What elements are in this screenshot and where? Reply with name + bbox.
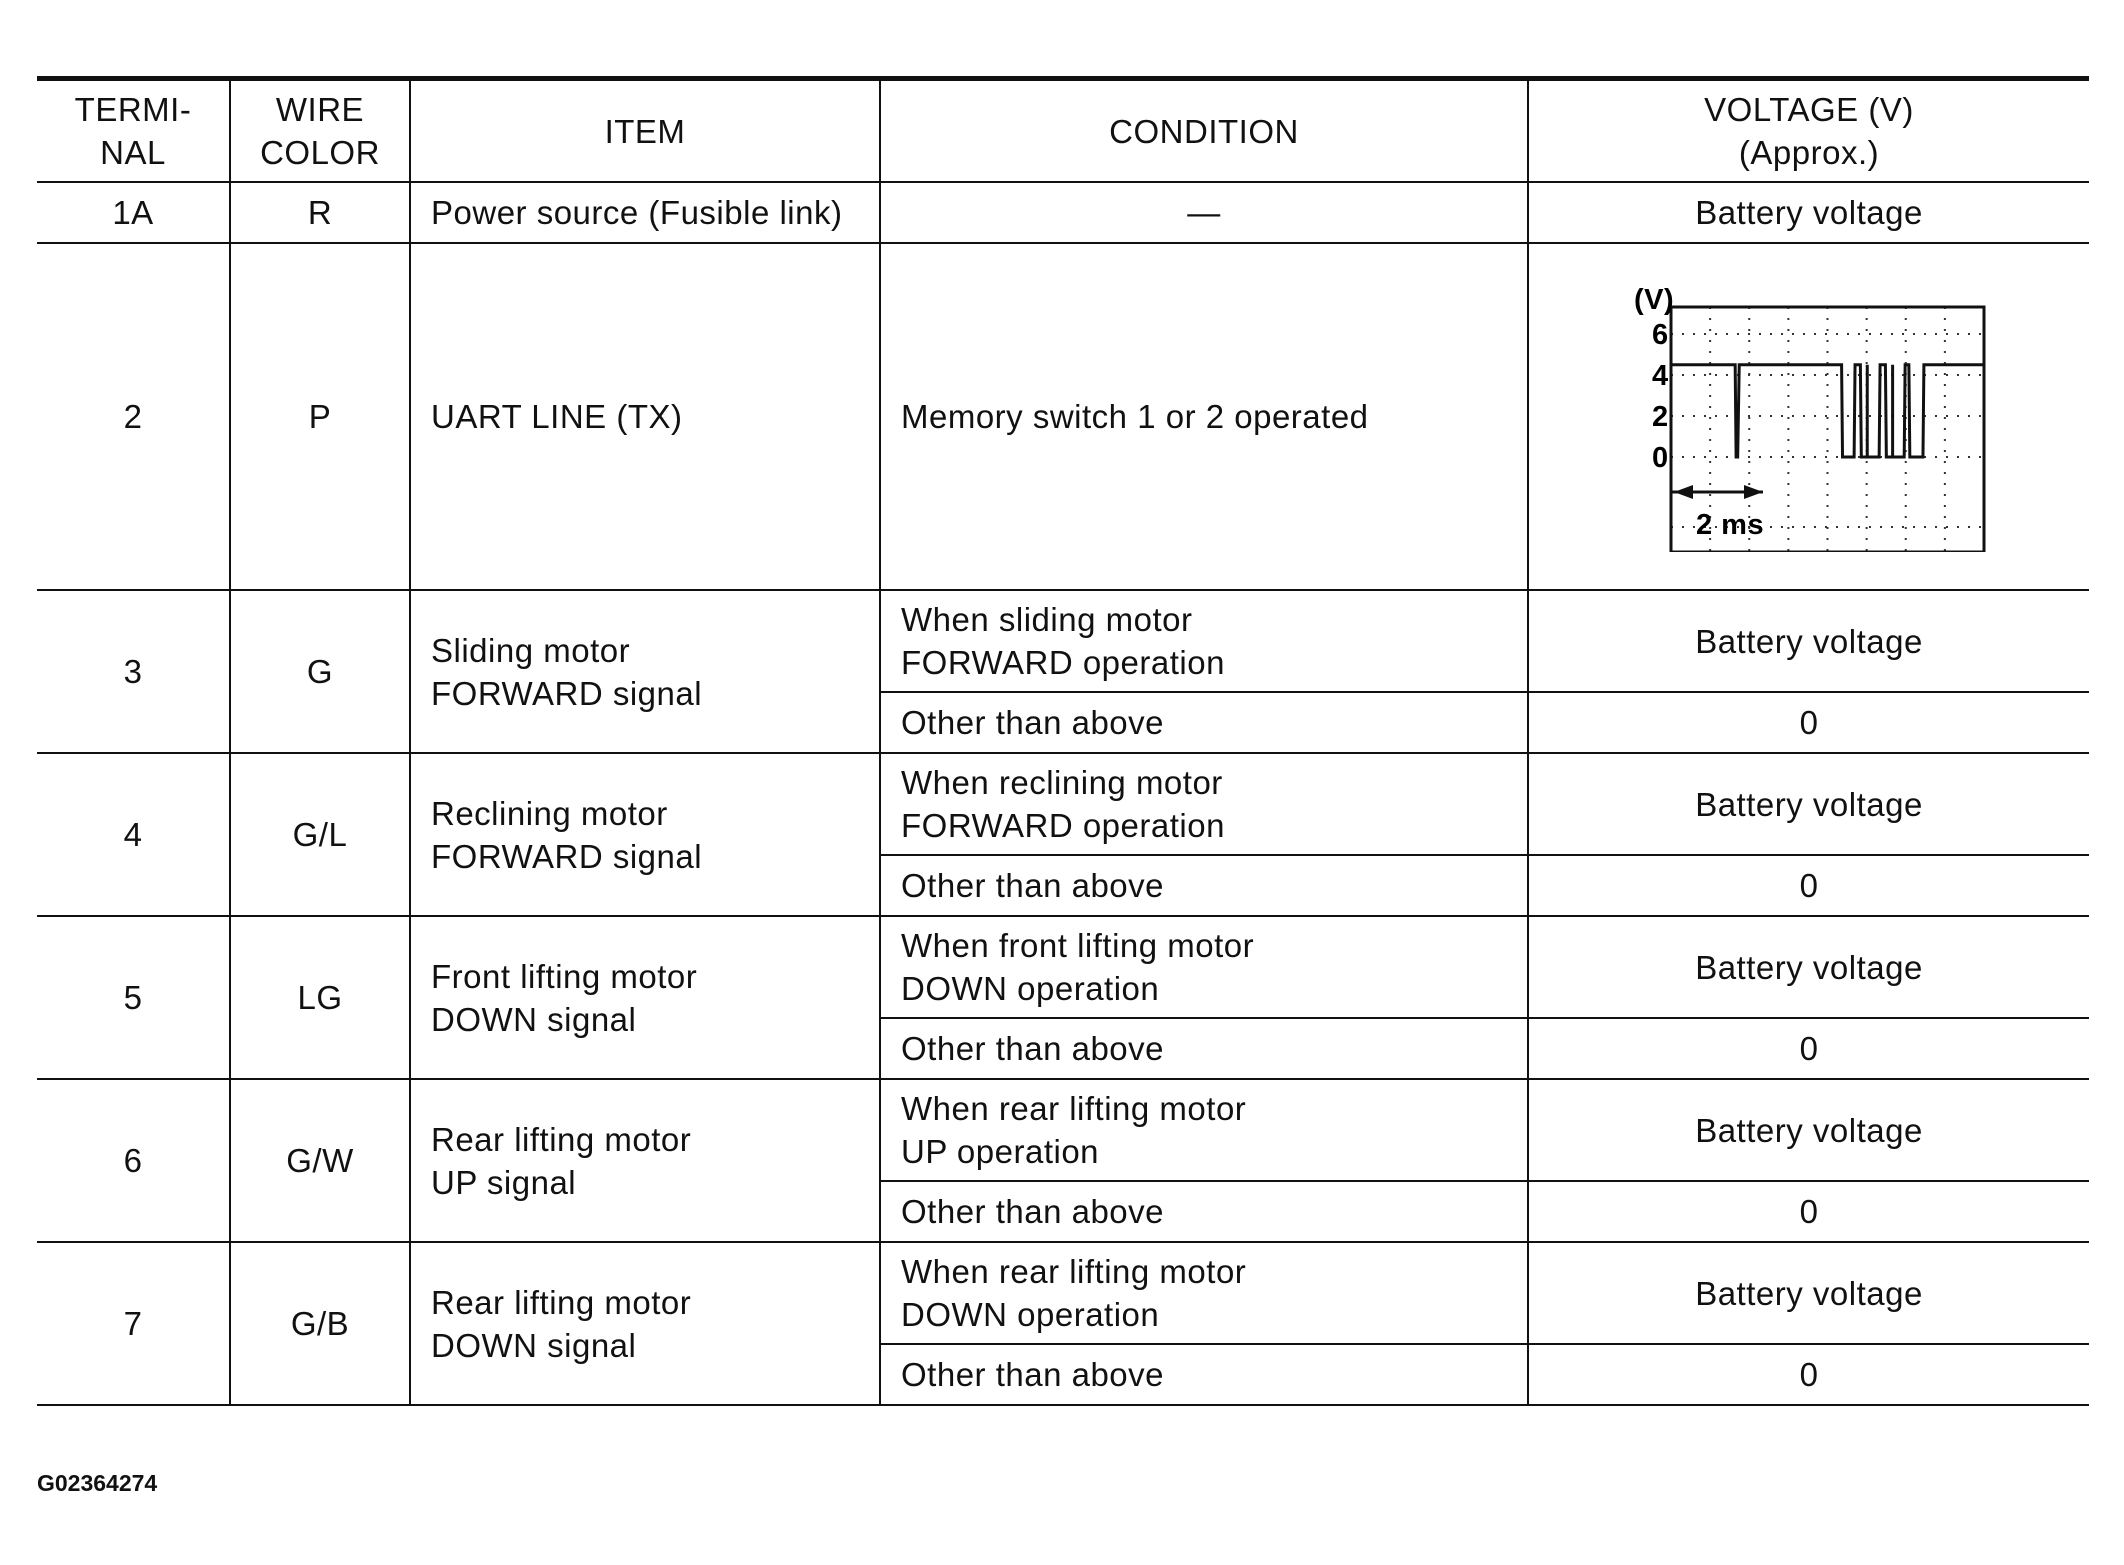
text-line: FORWARD operation bbox=[901, 644, 1225, 681]
voltage-value: 0 bbox=[1799, 1030, 1819, 1067]
header-terminal: TERMI- NAL bbox=[37, 79, 230, 183]
header-wire-color: WIRE COLOR bbox=[230, 79, 410, 183]
voltage-value: 0 bbox=[1799, 704, 1819, 741]
condition-cell bbox=[880, 916, 1528, 1018]
y-tick-label: 4 bbox=[1652, 359, 1669, 392]
voltage-cell bbox=[1528, 1242, 2089, 1344]
item-cell bbox=[410, 182, 880, 243]
terminal-cell: 6 bbox=[37, 1079, 230, 1242]
condition-cell bbox=[880, 182, 1528, 243]
voltage-cell bbox=[1528, 590, 2089, 692]
condition-cell bbox=[880, 855, 1528, 916]
voltage-value: 0 bbox=[1799, 867, 1819, 904]
text-line: DOWN operation bbox=[901, 1296, 1160, 1333]
text-line: Power source (Fusible link) bbox=[431, 194, 843, 231]
header-row bbox=[37, 79, 2089, 183]
table-row bbox=[37, 753, 2089, 855]
text-line: UP operation bbox=[901, 1133, 1100, 1170]
y-tick-label: 6 bbox=[1652, 318, 1669, 351]
terminal-cell: 3 bbox=[37, 590, 230, 753]
uart-waveform-chart bbox=[1604, 282, 2014, 552]
text-line: — bbox=[1187, 194, 1221, 231]
condition-cell bbox=[880, 1079, 1528, 1181]
voltage-cell bbox=[1528, 916, 2089, 1018]
table-row bbox=[37, 1242, 2089, 1344]
item-cell bbox=[410, 1079, 880, 1242]
arrow-left-icon bbox=[1674, 485, 1693, 499]
voltage-cell bbox=[1528, 1181, 2089, 1242]
wire-color-cell: LG bbox=[230, 916, 410, 1079]
voltage-value: 0 bbox=[1799, 1356, 1819, 1393]
text-line: UART LINE (TX) bbox=[431, 398, 683, 435]
terminal-cell: 1A bbox=[37, 182, 230, 243]
voltage-value: Battery voltage bbox=[1695, 948, 1923, 986]
item-cell bbox=[410, 753, 880, 916]
item-cell bbox=[410, 916, 880, 1079]
item-cell bbox=[410, 243, 880, 590]
voltage-cell bbox=[1528, 753, 2089, 855]
wire-color-cell: P bbox=[230, 243, 410, 590]
text-line: DOWN signal bbox=[431, 1326, 637, 1364]
table-row bbox=[37, 243, 2089, 590]
time-scale-label: 2 ms bbox=[1696, 508, 1765, 541]
text-line: Rear lifting motor bbox=[431, 1120, 692, 1158]
voltage-cell bbox=[1528, 182, 2089, 243]
text-line: DOWN operation bbox=[901, 970, 1160, 1007]
y-tick-label: 2 bbox=[1652, 400, 1669, 433]
arrow-right-icon bbox=[1744, 485, 1763, 499]
text-line: When rear lifting motor bbox=[901, 1090, 1247, 1127]
voltage-value: Battery voltage bbox=[1695, 622, 1923, 660]
text-line: FORWARD signal bbox=[431, 837, 703, 875]
terminal-cell: 5 bbox=[37, 916, 230, 1079]
voltage-value: Battery voltage bbox=[1695, 194, 1923, 231]
voltage-value: 0 bbox=[1799, 1193, 1819, 1230]
text-line: Memory switch 1 or 2 operated bbox=[901, 398, 1369, 435]
condition-cell bbox=[880, 1181, 1528, 1242]
voltage-cell bbox=[1528, 855, 2089, 916]
wire-color-cell: G bbox=[230, 590, 410, 753]
y-unit-label: (V) bbox=[1634, 283, 1675, 316]
table-row bbox=[37, 1079, 2089, 1181]
text-line: Other than above bbox=[901, 1193, 1165, 1230]
y-tick-label: 0 bbox=[1652, 441, 1669, 474]
condition-cell bbox=[880, 243, 1528, 590]
voltage-cell bbox=[1528, 243, 2089, 590]
header-item: ITEM bbox=[410, 79, 880, 183]
terminal-cell: 7 bbox=[37, 1242, 230, 1405]
header-condition: CONDITION bbox=[880, 79, 1528, 183]
wire-color-cell: G/B bbox=[230, 1242, 410, 1405]
text-line: When front lifting motor bbox=[901, 927, 1255, 964]
header-voltage: VOLTAGE (V) (Approx.) bbox=[1528, 79, 2089, 183]
text-line: Other than above bbox=[901, 704, 1165, 741]
text-line: FORWARD signal bbox=[431, 674, 703, 712]
wire-color-cell: G/L bbox=[230, 753, 410, 916]
voltage-cell bbox=[1528, 1018, 2089, 1079]
text-line: FORWARD operation bbox=[901, 807, 1225, 844]
condition-cell bbox=[880, 590, 1528, 692]
item-cell bbox=[410, 1242, 880, 1405]
text-line: UP signal bbox=[431, 1163, 577, 1201]
text-line: Other than above bbox=[901, 867, 1165, 904]
item-cell bbox=[410, 590, 880, 753]
voltage-cell bbox=[1528, 1079, 2089, 1181]
signal-trace bbox=[1671, 364, 1984, 456]
voltage-value: Battery voltage bbox=[1695, 1274, 1923, 1312]
figure-code: G02364274 bbox=[37, 1470, 158, 1496]
table-row bbox=[37, 590, 2089, 692]
text-line: DOWN signal bbox=[431, 1000, 637, 1038]
table-row bbox=[37, 916, 2089, 1018]
condition-cell bbox=[880, 753, 1528, 855]
wire-color-cell: R bbox=[230, 182, 410, 243]
voltage-value: Battery voltage bbox=[1695, 785, 1923, 823]
text-line: Front lifting motor bbox=[431, 957, 698, 995]
voltage-cell bbox=[1528, 692, 2089, 753]
condition-cell bbox=[880, 1018, 1528, 1079]
text-line: Reclining motor bbox=[431, 794, 668, 832]
voltage-value: Battery voltage bbox=[1695, 1111, 1923, 1149]
terminal-voltage-table bbox=[37, 76, 2089, 1406]
text-line: When sliding motor bbox=[901, 601, 1193, 638]
terminal-cell: 4 bbox=[37, 753, 230, 916]
condition-cell bbox=[880, 1242, 1528, 1344]
wire-color-cell: G/W bbox=[230, 1079, 410, 1242]
voltage-cell bbox=[1528, 1344, 2089, 1405]
text-line: Other than above bbox=[901, 1356, 1165, 1393]
condition-cell bbox=[880, 1344, 1528, 1405]
text-line: When rear lifting motor bbox=[901, 1253, 1247, 1290]
text-line: When reclining motor bbox=[901, 764, 1223, 801]
text-line: Sliding motor bbox=[431, 631, 631, 669]
text-line: Other than above bbox=[901, 1030, 1165, 1067]
terminal-cell: 2 bbox=[37, 243, 230, 590]
table-row bbox=[37, 182, 2089, 243]
condition-cell bbox=[880, 692, 1528, 753]
text-line: Rear lifting motor bbox=[431, 1283, 692, 1321]
